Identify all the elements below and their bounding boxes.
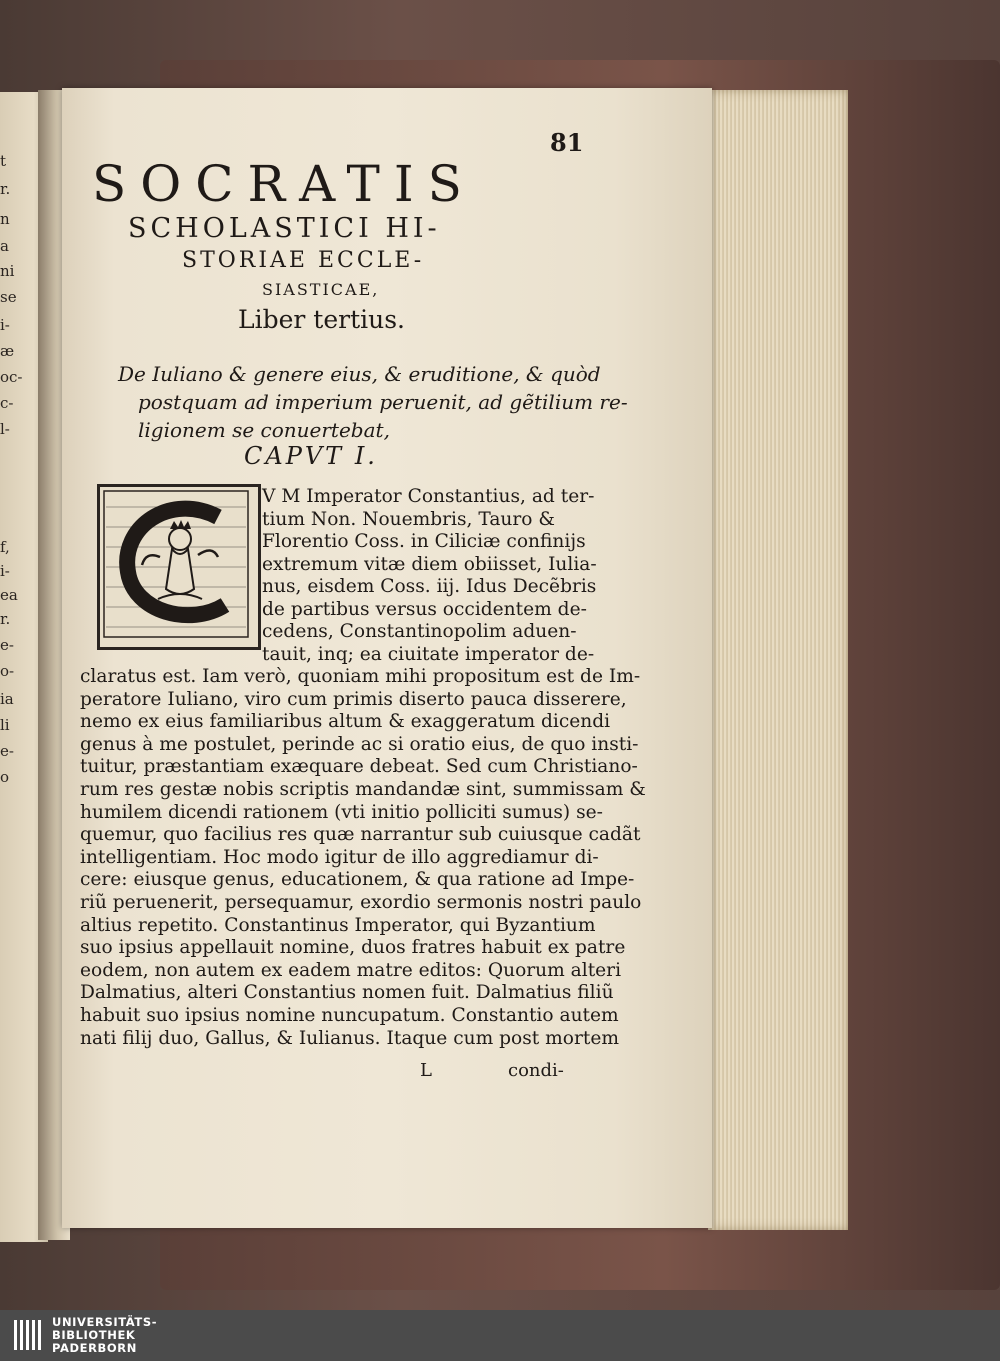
left-page-fragment: f, (0, 538, 10, 556)
text-line: altius repetito. Constantinus Imperator, qui Byzantium (80, 914, 596, 936)
text-line: cedens, Constantinopolim aduen- (262, 621, 577, 642)
left-page-fragment: l- (0, 420, 10, 438)
text-line: nemo ex eius familiaribus altum & exaggeratum dicendi (80, 711, 611, 733)
left-page-fragment: se (0, 288, 17, 306)
library-name-line: PADERBORN (52, 1341, 137, 1355)
text-line: tauit, inq; ea ciuitate imperator de- (262, 643, 595, 665)
left-page-fragment: æ (0, 342, 15, 360)
text-line: nus, eisdem Coss. iij. Idus Decẽbris (262, 576, 597, 597)
text-line: intelligentiam. Hoc modo igitur de illo aggrediamur di- (80, 846, 599, 868)
library-name (52, 1316, 157, 1355)
text-line: riũ peruenerit, persequamur, exordio sermonis nostri paulo (80, 892, 642, 913)
text-line: tuitur, præstantiam exæquare debeat. Sed cum Christiano- (80, 756, 638, 778)
signature-mark: L (420, 1060, 432, 1081)
text-line: genus à me postulet, perinde ac si oratio eius, de quo insti- (80, 733, 639, 755)
left-page-fragment: n (0, 210, 10, 228)
text-line: quemur, quo facilius res quæ narrantur sub cuiusque cadãt (80, 824, 641, 846)
text-line: Dalmatius, alteri Constantius nomen fuit. Dalmatius filiũ (80, 982, 614, 1004)
page-edges (708, 90, 848, 1230)
left-page-fragment: r. (0, 180, 11, 198)
left-page-fragment: oc- (0, 368, 23, 386)
left-page-fragment: ea (0, 586, 18, 604)
woodcut-initial-c-icon (97, 484, 261, 650)
text-line: rum res gestæ nobis scriptis mandandæ sint, summissam & (80, 779, 646, 800)
library-name-line: UNIVERSITÄTS- (52, 1315, 158, 1329)
text-line: peratore Iuliano, viro cum primis diserto pauca disserere, (80, 688, 627, 710)
text-line: cere: eiusque genus, educationem, & qua ratione ad Impe- (80, 869, 635, 891)
text-line: claratus est. Iam verò, quoniam mihi propositum est de Im- (80, 666, 641, 687)
left-page-fragment: r. (0, 610, 11, 628)
library-logo-icon (12, 1318, 44, 1358)
text-line: Florentio Coss. in Ciliciæ confinijs (262, 531, 586, 552)
left-page-fragment: li (0, 716, 10, 734)
catchword: condi- (508, 1060, 564, 1081)
left-page-fragment: t (0, 152, 7, 170)
left-page-fragment: i- (0, 316, 10, 334)
left-page-fragment: ia (0, 690, 14, 708)
left-page-fragment: e- (0, 742, 14, 760)
title-storiae: STORIAE ECCLE- (182, 248, 425, 273)
title-scholastici: SCHOLASTICI HI- (128, 213, 441, 244)
text-line: humilem dicendi rationem (vti initio polliciti sumus) se- (80, 801, 603, 823)
left-page-fragment: ni (0, 262, 15, 280)
library-footer (0, 1310, 1000, 1361)
text-line: habuit suo ipsius nomine nuncupatum. Constantio autem (80, 1005, 619, 1026)
left-page-fragment: e- (0, 636, 14, 654)
text-line: tium Non. Nouembris, Tauro & (262, 508, 555, 530)
text-line: de partibus versus occidentem de- (262, 598, 587, 620)
text-line: nati filij duo, Gallus, & Iulianus. Itaque cum post mortem (80, 1027, 619, 1049)
title-siasticae: SIASTICAE, (262, 280, 380, 299)
page-number: 81 (550, 128, 584, 157)
rubric-line: postquam ad imperium peruenit, ad gẽtilium re- (138, 390, 628, 414)
text-line: V M Imperator Constantius, ad ter- (262, 486, 595, 507)
text-line: extremum vitæ diem obiisset, Iulia- (262, 553, 597, 575)
left-page-fragment: c- (0, 394, 14, 412)
left-page-fragment: i- (0, 562, 10, 580)
title-socratis: SOCRATIS (92, 155, 476, 213)
title-liber: Liber tertius. (238, 305, 406, 334)
rubric-line: De Iuliano & genere eius, & eruditione, & quòd (118, 362, 601, 386)
chapter-heading: CAPVT I. (244, 442, 378, 470)
left-page-fragment: o (0, 768, 10, 786)
text-line: eodem, non autem ex eadem matre editos: Quorum alteri (80, 959, 622, 981)
left-page-fragment: a (0, 237, 9, 255)
left-page-fragment: o- (0, 662, 15, 680)
text-line: suo ipsius appellauit nomine, duos fratres habuit ex patre (80, 937, 626, 959)
library-name-line: BIBLIOTHEK (52, 1328, 136, 1342)
rubric-line: ligionem se conuertebat, (138, 418, 390, 442)
